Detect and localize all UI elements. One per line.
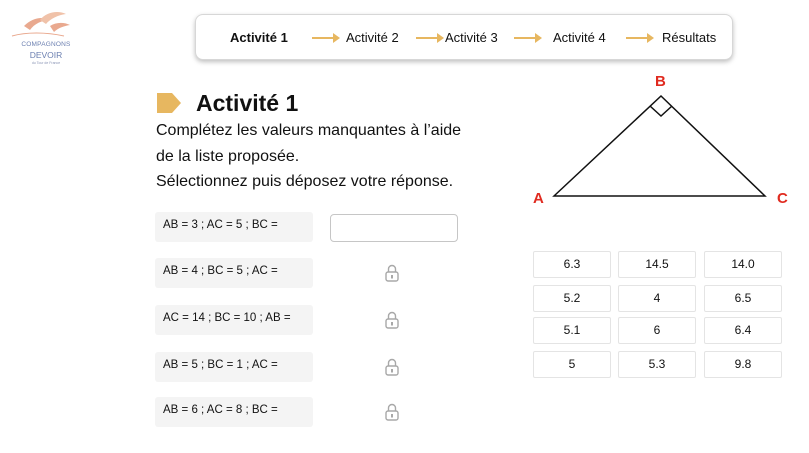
question-label-1: AB = 3 ; AC = 5 ; BC = xyxy=(155,212,313,242)
lock-icon xyxy=(385,264,399,282)
step-resultats[interactable]: Résultats xyxy=(662,30,717,45)
logo-text-line1: COMPAGNONS xyxy=(21,41,71,48)
logo-text-line3: du Tour de France xyxy=(31,61,61,65)
step-activite-3[interactable]: Activité 3 xyxy=(445,30,498,45)
step-arrow-icon xyxy=(514,37,540,39)
step-arrow-icon xyxy=(312,37,338,39)
logo xyxy=(6,8,86,72)
birds-logo-icon xyxy=(6,8,86,42)
answer-chip[interactable]: 6 xyxy=(618,317,696,344)
answer-chip[interactable]: 6.4 xyxy=(704,317,782,344)
answer-chip[interactable]: 5.3 xyxy=(618,351,696,378)
answer-chip[interactable]: 4 xyxy=(618,285,696,312)
question-label-3: AC = 14 ; BC = 10 ; AB = xyxy=(155,305,313,335)
step-arrow-icon xyxy=(626,37,652,39)
instruction-line-1: Complétez les valeurs manquantes à l’aide xyxy=(156,122,462,139)
activity-title: Activité 1 xyxy=(196,90,299,116)
vertex-label-b: B xyxy=(655,73,666,90)
question-label-2: AB = 4 ; BC = 5 ; AC = xyxy=(155,258,313,288)
lock-icon xyxy=(385,403,399,421)
answer-chip[interactable]: 6.3 xyxy=(533,251,611,278)
answer-chip[interactable]: 14.0 xyxy=(704,251,782,278)
lock-icon xyxy=(385,358,399,376)
instruction-line-2: de la liste proposée. xyxy=(156,148,300,165)
answer-chip[interactable]: 9.8 xyxy=(704,351,782,378)
question-label-4: AB = 5 ; BC = 1 ; AC = xyxy=(155,352,313,382)
activity-stepper xyxy=(195,14,733,60)
right-angle-marker xyxy=(650,106,672,116)
logo-text-line2: DEVOIR xyxy=(29,50,63,60)
step-arrow-icon xyxy=(416,37,442,39)
vertex-label-c: C xyxy=(777,190,788,207)
step-activite-2[interactable]: Activité 2 xyxy=(346,30,399,45)
answer-drop-zone[interactable] xyxy=(330,214,458,242)
answer-chip[interactable]: 5 xyxy=(533,351,611,378)
step-activite-4[interactable]: Activité 4 xyxy=(553,30,606,45)
title-marker-icon xyxy=(157,93,181,113)
answer-chip[interactable]: 5.2 xyxy=(533,285,611,312)
answer-chip[interactable]: 14.5 xyxy=(618,251,696,278)
lock-icon xyxy=(385,311,399,329)
step-activite-1[interactable]: Activité 1 xyxy=(230,30,288,45)
right-triangle-diagram xyxy=(528,68,798,210)
triangle-shape xyxy=(554,96,765,196)
vertex-label-a: A xyxy=(533,190,544,207)
answer-chip[interactable]: 6.5 xyxy=(704,285,782,312)
answer-chip[interactable]: 5.1 xyxy=(533,317,611,344)
instruction-line-3: Sélectionnez puis déposez votre réponse. xyxy=(156,173,454,190)
question-label-5: AB = 6 ; AC = 8 ; BC = xyxy=(155,397,313,427)
